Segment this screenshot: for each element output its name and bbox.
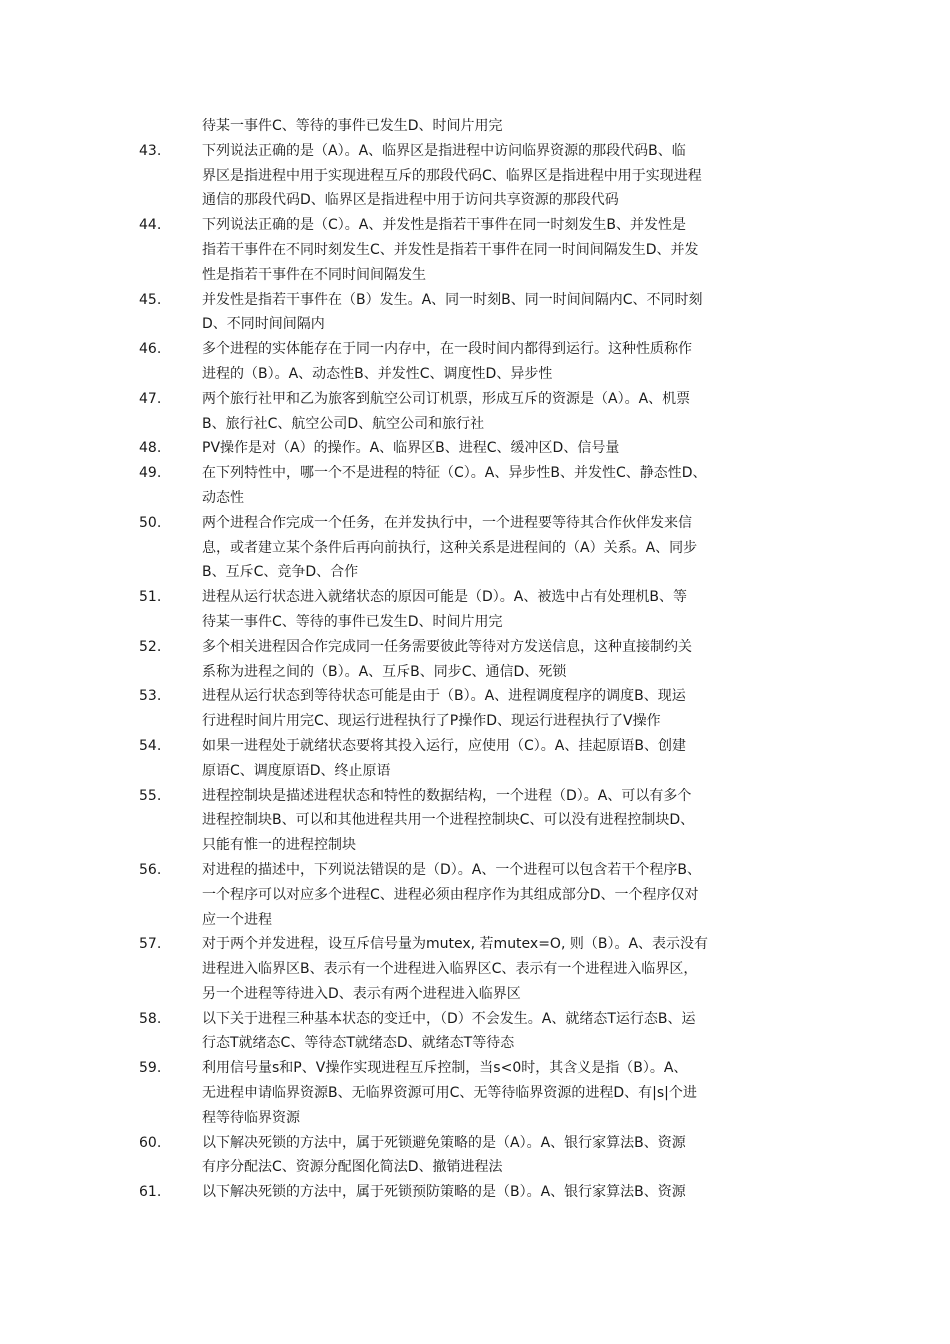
question-number: 49. <box>139 465 162 482</box>
question-item <box>139 288 815 338</box>
question-item <box>139 1131 815 1181</box>
question-number: 47. <box>139 390 162 407</box>
text-line: 待某一事件C、等待的事件已发生D、时间片用完 <box>202 118 503 134</box>
question-item <box>139 387 815 437</box>
text-line: 下列说法正确的是（A）。A、临界区是指进程中访问临界资源的那段代码B、临 <box>202 142 686 159</box>
question-number: 61. <box>139 1184 162 1201</box>
text-line: 以下关于进程三种基本状态的变迁中，（D）不会发生。A、就绪态T运行态B、运 <box>202 1010 696 1027</box>
text-line: 应一个进程 <box>202 911 272 928</box>
text-line: 程等待临界资源 <box>202 1109 300 1126</box>
text-line: 进程控制块是描述进程状态和特性的数据结构，一个进程（D）。A、可以有多个 <box>202 787 692 804</box>
text-line: 进程从运行状态到等待状态可能是由于（B）。A、进程调度程序的调度B、现运 <box>202 688 686 705</box>
question-number: 56. <box>139 861 162 878</box>
question-item <box>139 932 815 1006</box>
text-line: 下列说法正确的是（C）。A、并发性是指若干事件在同一时刻发生B、并发性是 <box>202 217 686 234</box>
question-text <box>202 387 814 437</box>
question-text <box>202 635 814 685</box>
question-number: 52. <box>139 638 162 655</box>
text-line: D、不同时间间隔内 <box>202 316 325 333</box>
question-text <box>202 734 814 784</box>
text-line: 系称为进程之间的（B）。A、互斥B、同步C、通信D、死锁 <box>202 663 567 680</box>
text-line: 并发性是指若干事件在（B）发生。A、同一时刻B、同一时间间隔内C、不同时刻 <box>202 291 703 308</box>
question-items <box>139 139 815 1205</box>
text-line: 如果一进程处于就绪状态要将其投入运行，应使用（C）。A、挂起原语B、创建 <box>202 737 686 754</box>
question-item <box>139 734 815 784</box>
text-line: 一个程序可以对应多个进程C、进程必须由程序作为其组成部分D、一个程序仅对 <box>202 886 699 903</box>
question-number: 50. <box>139 514 162 531</box>
question-number: 57. <box>139 936 162 953</box>
text-line: 两个进程合作完成一个任务，在并发执行中，一个进程要等待其合作伙伴发来信 <box>202 514 692 531</box>
text-line: 待某一事件C、等待的事件已发生D、时间片用完 <box>202 613 503 630</box>
text-line: 性是指若干事件在不同时间间隔发生 <box>202 266 426 283</box>
text-line: 另一个进程等待进入D、表示有两个进程进入临界区 <box>202 985 521 1002</box>
text-line: 在下列特性中，哪一个不是进程的特征（C）。A、异步性B、并发性C、静态性D、 <box>202 465 707 482</box>
text-line: 进程控制块B、可以和其他进程共用一个进程控制块C、可以没有进程控制块D、 <box>202 812 695 829</box>
question-number: 44. <box>139 217 162 234</box>
question-text <box>202 1131 814 1181</box>
question-item <box>139 511 815 585</box>
question-item <box>139 139 815 213</box>
continuation-entry <box>139 114 815 139</box>
text-line: B、旅行社C、航空公司D、航空公司和旅行社 <box>202 415 485 432</box>
question-item <box>139 1180 815 1205</box>
question-number: 48. <box>139 440 162 457</box>
question-item <box>139 635 815 685</box>
question-text <box>202 858 814 932</box>
text-line: 界区是指进程中用于实现进程互斥的那段代码C、临界区是指进程中用于实现进程 <box>202 167 702 184</box>
question-number: 59. <box>139 1060 162 1077</box>
text-line: B、互斥C、竞争D、合作 <box>202 564 359 581</box>
text-line: 原语C、调度原语D、终止原语 <box>202 762 391 779</box>
question-item <box>139 1007 815 1057</box>
text-line: 行态T就绪态C、等待态T就绪态D、就绪态T等待态 <box>202 1035 515 1052</box>
question-text <box>202 684 814 734</box>
text-line: 对于两个并发进程，设互斥信号量为mutex, 若mutex=O, 则（B）。A、表示没有 <box>202 936 709 953</box>
text-line: 通信的那段代码D、临界区是指进程中用于访问共享资源的那段代码 <box>202 192 619 209</box>
text-line: 多个相关进程因合作完成同一任务需要彼此等待对方发送信息，这种直接制约关 <box>202 638 692 655</box>
question-number: 45. <box>139 291 162 308</box>
question-text <box>202 213 814 287</box>
question-item <box>139 585 815 635</box>
text-line: 两个旅行社甲和乙为旅客到航空公司订机票，形成互斥的资源是（A）。A、机票 <box>202 390 691 407</box>
question-item <box>139 858 815 932</box>
text-line: 动态性 <box>202 489 244 506</box>
text-line: 指若干事件在不同时刻发生C、并发性是指若干事件在同一时间间隔发生D、并发 <box>202 241 699 258</box>
question-text <box>202 461 814 511</box>
question-text <box>202 436 814 461</box>
question-number: 55. <box>139 787 162 804</box>
question-number: 58. <box>139 1010 162 1027</box>
text-line: 以下解决死锁的方法中，属于死锁预防策略的是（B）。A、银行家算法B、资源 <box>202 1184 686 1201</box>
text-line: 进程的（B）。A、动态性B、并发性C、调度性D、异步性 <box>202 365 553 382</box>
question-item <box>139 1056 815 1130</box>
text-line: 息，或者建立某个条件后再向前执行，这种关系是进程间的（A）关系。A、同步 <box>202 539 698 556</box>
text-line: 只能有惟一的进程控制块 <box>202 837 356 854</box>
question-text <box>202 932 814 1006</box>
question-number: 46. <box>139 341 162 358</box>
question-item <box>139 684 815 734</box>
question-number: 51. <box>139 589 162 606</box>
text-line: 无进程申请临界资源B、无临界资源可用C、无等待临界资源的进程D、有|s|个进 <box>202 1085 697 1102</box>
text-line: 行进程时间片用完C、现运行进程执行了P操作D、现运行进程执行了V操作 <box>202 713 661 730</box>
question-text <box>202 288 814 338</box>
text-line: 对进程的描述中，下列说法错误的是（D）。A、一个进程可以包含若干个程序B、 <box>202 861 701 878</box>
question-text <box>202 1180 814 1205</box>
question-text <box>202 511 814 585</box>
question-number: 54. <box>139 737 162 754</box>
text-line: 利用信号量s和P、V操作实现进程互斥控制，当s<0时，其含义是指（B）。A、 <box>202 1060 688 1077</box>
text-line: 多个进程的实体能存在于同一内存中，在一段时间内都得到运行。这种性质称作 <box>202 341 692 358</box>
question-text <box>202 784 814 858</box>
question-text <box>202 139 814 213</box>
question-number: 43. <box>139 142 162 159</box>
text-line: PV操作是对（A）的操作。A、临界区B、进程C、缓冲区D、信号量 <box>202 440 620 457</box>
question-number: 60. <box>139 1134 162 1151</box>
question-item <box>139 436 815 461</box>
question-item <box>139 784 815 858</box>
question-text <box>202 1056 814 1130</box>
question-item <box>139 213 815 287</box>
question-list <box>139 114 815 1205</box>
question-number: 53. <box>139 688 162 705</box>
text-line: 有序分配法C、资源分配图化简法D、撤销进程法 <box>202 1159 503 1176</box>
question-text <box>202 337 814 387</box>
text-line: 进程进入临界区B、表示有一个进程进入临界区C、表示有一个进程进入临界区， <box>202 961 698 978</box>
continuation-text <box>202 114 814 139</box>
question-item <box>139 461 815 511</box>
question-text <box>202 585 814 635</box>
question-item <box>139 337 815 387</box>
question-text <box>202 1007 814 1057</box>
text-line: 进程从运行状态进入就绪状态的原因可能是（D）。A、被选中占有处理机B、等 <box>202 589 687 606</box>
text-line: 以下解决死锁的方法中，属于死锁避免策略的是（A）。A、银行家算法B、资源 <box>202 1134 686 1151</box>
